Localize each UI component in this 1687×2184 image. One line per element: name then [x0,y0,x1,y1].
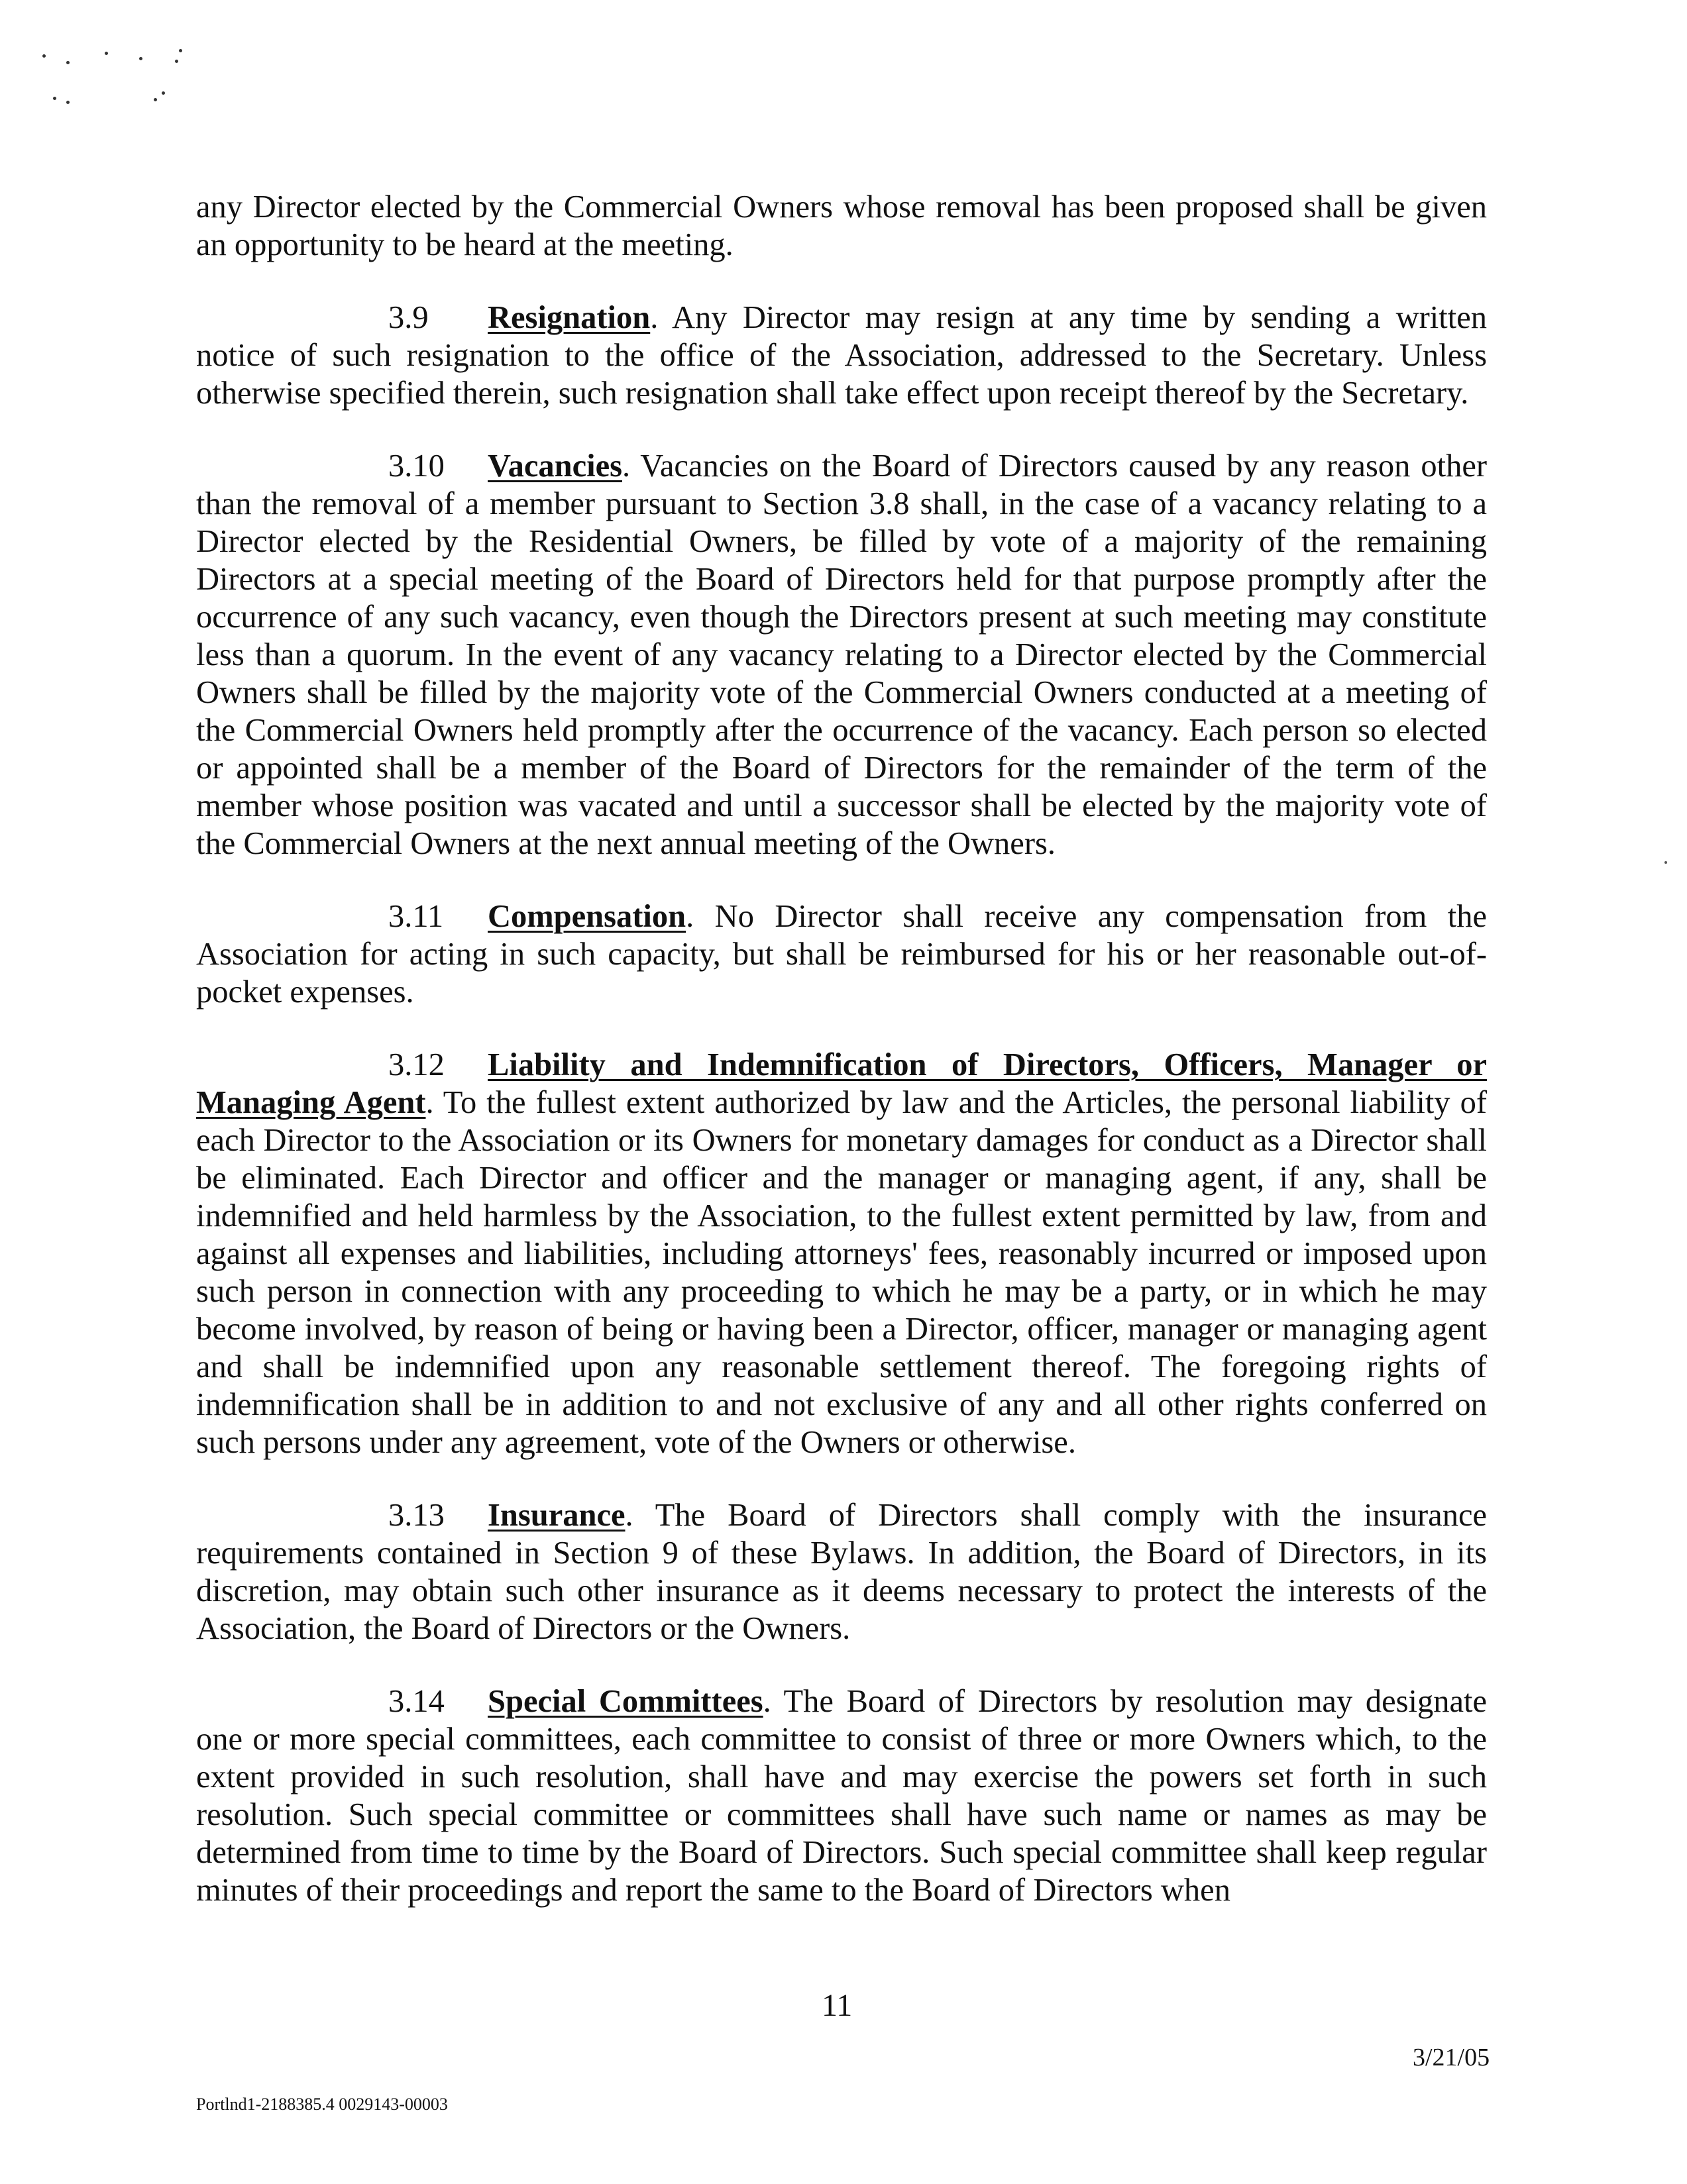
section-heading: Compensation [488,899,686,934]
section-heading: Resignation [488,300,651,335]
section-text: . Any Director may resign at any time by sending a written notice of such resignation to the office of the Association, addressed to the Secretary. Unless otherwise specified therein, such resignation shall take effect upon receipt thereof by the Secretary. [196,300,1487,411]
section-text: . Vacancies on the Board of Directors caused by any reason other than the removal of a member pursuant to Section 3.8 shall, in the case of a vacancy relating to a Director elected by the Residential Owners, be filled by vote of a majority of the remaining Directors at a special meeting of the Board of Directors held for that purpose promptly after the occurrence of any such vacancy, even though the Directors present at such meeting may constitute less than a quorum. In the event of any vacancy relating to a Director elected by the Commercial Owners shall be filled by the majority vote of the Commercial Owners conducted at a meeting of the Commercial Owners held promptly after the occurrence of the vacancy. Each person so elected or appointed shall be a member of the Board of Directors for the remainder of the term of the member whose position was vacated and until a successor shall be elected by the majority vote of the Commercial Owners at the next annual meeting of the Owners. [196,448,1487,861]
paragraph-text: any Director elected by the Commercial Owners whose removal has been proposed shall be given an opportunity to be heard at the meeting. [196,189,1487,262]
speck [53,97,56,100]
speck [66,61,70,64]
section-heading: Insurance [488,1498,626,1533]
section-3-13 [196,1496,1487,1647]
section-3-14 [196,1683,1487,1909]
speck [139,57,142,60]
section-number: 3.12 [388,1047,445,1082]
speck [42,54,46,58]
section-text: . To the fullest extent authorized by law and the Articles, the personal liability of each Director to the Association or its Owners for monetary damages for conduct as a Director shall be eliminated. Each Director and officer and the manager or managing agent, if any, shall be indemnified and held harmless by the Association, to the fullest extent permitted by law, from and against all expenses and liabilities, including attorneys' fees, reasonably incurred or imposed upon such person in connection with any proceeding to which he may be a party, or in which he may become involved, by reason of being or having been a Director, officer, manager or managing agent and shall be indemnified upon any reasonable settlement thereof. The foregoing rights of indemnification shall be in addition to and not exclusive of any and all other rights conferred on such persons under any agreement, vote of the Owners or otherwise. [196,1085,1487,1460]
section-number: 3.10 [388,448,445,484]
speck [162,91,165,95]
section-text: . No Director shall receive any compensation from the Association for acting in such capacity, but shall be reimbursed for his or her reasonable out-of-pocket expenses. [196,899,1487,1010]
speck [66,101,70,104]
section-heading: Liability and Indemnification of Directors, Officers, Manager or Managing Agent [196,1047,1487,1120]
document-id: Portlnd1-2188385.4 0029143-00003 [196,2095,448,2114]
section-heading: Vacancies [488,448,622,484]
section-number: 3.9 [388,300,429,335]
speck [154,98,157,101]
document-body [196,188,1487,1944]
section-3-11 [196,898,1487,1011]
section-3-10 [196,447,1487,862]
section-3-12 [196,1046,1487,1461]
section-number: 3.13 [388,1498,445,1533]
section-3-9 [196,299,1487,412]
speck [105,52,108,55]
section-text: . The Board of Directors shall comply with the insurance requirements contained in Section 9 of these Bylaws. In addition, the Board of Directors, in its discretion, may obtain such other insurance as it deems necessary to protect the interests of the Association, the Board of Directors or the Owners. [196,1498,1487,1646]
section-number: 3.11 [388,899,444,934]
speck [175,60,178,63]
speck [179,49,182,52]
section-heading: Special Committees [488,1684,763,1719]
page-number: 11 [822,1988,853,2023]
scan-specks [40,46,212,113]
scan-speck-right-edge [1664,861,1667,864]
footer-date: 3/21/05 [1413,2044,1490,2071]
paragraph-continuation [196,188,1487,264]
section-number: 3.14 [388,1684,445,1719]
section-text: . The Board of Directors by resolution may designate one or more special committees, each committee to consist of three or more Owners which, to the extent provided in such resolution, shall have and may exercise the powers set forth in such resolution. Such special committee or committees shall have such name or names as may be determined from time to time by the Board of Directors. Such special committee shall keep regular minutes of their proceedings and report the same to the Board of Directors when [196,1684,1487,1908]
